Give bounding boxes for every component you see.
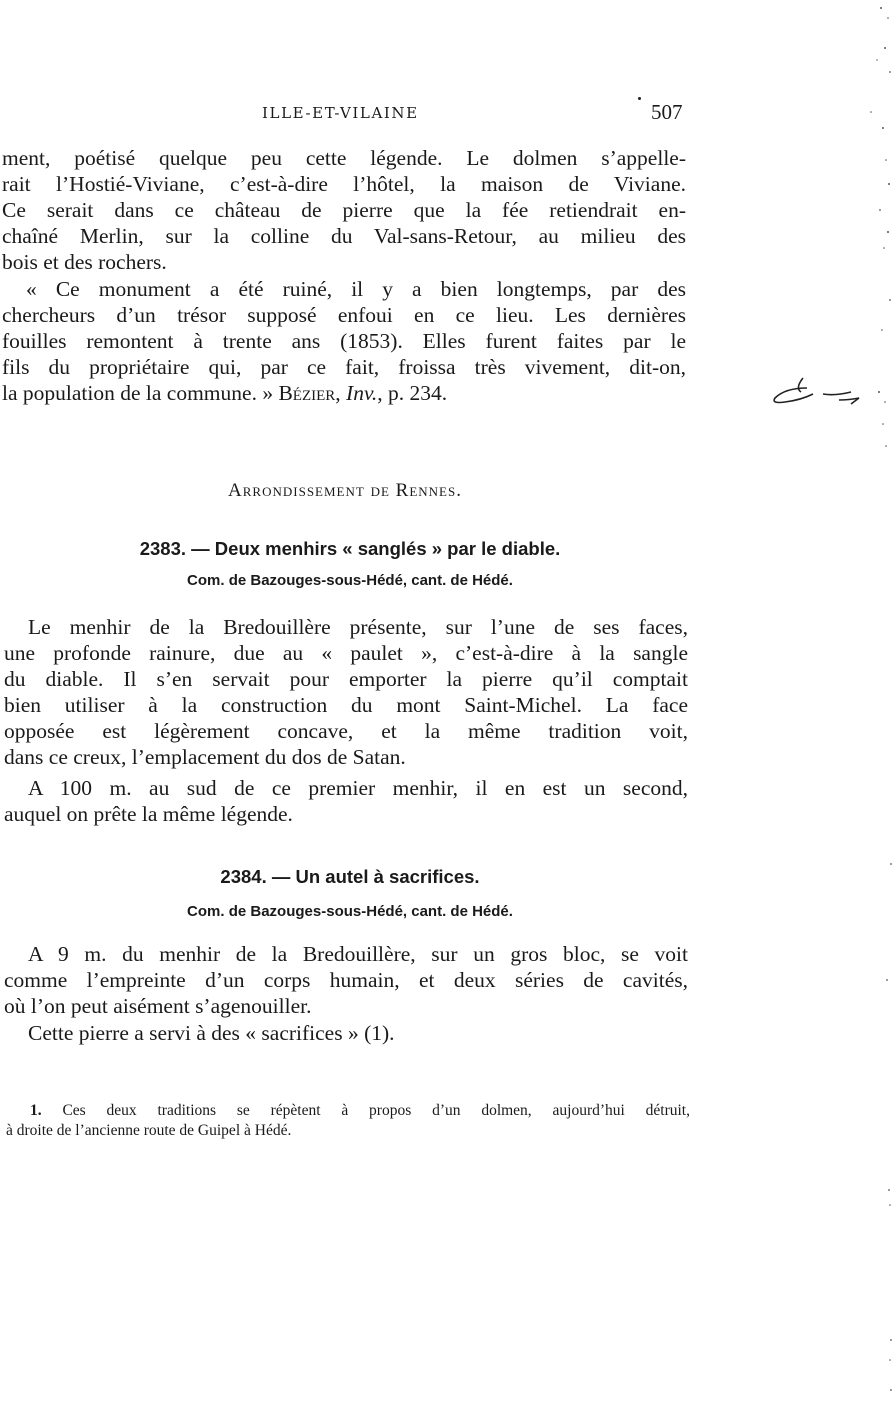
scan-edge-noise	[855, 0, 894, 1422]
header-dot-mark	[638, 97, 641, 100]
text-line: ment, poétisé quelque peu cette légende. Le dolmen s’appelle-	[2, 146, 686, 170]
text-line: fouilles remontent à trente ans (1853). Elles furent faites par le	[2, 329, 686, 353]
text-line: Le menhir de la Bredouillère présente, sur l’une de ses faces,	[28, 615, 688, 639]
text-line: bien utiliser à la construction du mont Saint-Michel. La face	[4, 693, 688, 717]
entry-2383-paragraph-b	[4, 775, 688, 827]
citation-author: Bézier	[278, 381, 336, 405]
entry-2383-title: 2383. — Deux menhirs « sanglés » par le diable.	[139, 538, 561, 559]
text-line: Ce serait dans ce château de pierre que la fée retiendrait en-	[2, 198, 686, 222]
citation-work: Inv.	[346, 381, 378, 405]
footnote-line	[6, 1101, 690, 1121]
citation-line	[2, 380, 686, 406]
text-line: rait l’Hostié-Viviane, c’est-à-dire l’hôtel, la maison de Viviane.	[2, 172, 686, 196]
text-line: comme l’empreinte d’un corps humain, et deux séries de cavités,	[4, 968, 688, 992]
entry-2383-location: Com. de Bazouges-sous-Hédé, cant. de Hédé.	[187, 572, 513, 589]
citation-page: , p. 234.	[377, 381, 448, 405]
text-line: bois et des rochers.	[2, 250, 167, 274]
text-line: fils du propriétaire qui, par ce fait, froissa très vivement, dit-on,	[2, 355, 686, 379]
text-line: opposée est légèrement concave, et la même tradition voit,	[4, 719, 688, 743]
text-line: chercheurs d’un trésor supposé enfoui en ce lieu. Les dernières	[2, 303, 686, 327]
text-line: chaîné Merlin, sur la colline du Val-sans-Retour, au milieu des	[2, 224, 686, 248]
entry-2384-title: 2384. — Un autel à sacrifices.	[220, 866, 480, 887]
section-prefix: Arrondissement de	[228, 480, 396, 501]
footnote-line: à droite de l’ancienne route de Guipel à Hédé.	[6, 1122, 292, 1139]
text-line: auquel on prête la même légende.	[4, 802, 293, 826]
entry-2384-paragraph-b	[4, 1020, 688, 1046]
entry-2384-location: Com. de Bazouges-sous-Hédé, cant. de Hédé.	[187, 903, 513, 920]
citation-text: la population de la commune. »	[2, 381, 279, 405]
text-line: où l’on peut aisément s’agenouiller.	[4, 994, 312, 1018]
footnote-number: 1.	[30, 1102, 42, 1119]
entry-2384-paragraph-a	[4, 941, 688, 1019]
handwritten-mark	[765, 370, 865, 420]
page-number: 507	[651, 100, 683, 124]
text-line: « Ce monument a été ruiné, il y a bien longtemps, par des	[26, 277, 686, 301]
text-line: du diable. Il s’en servait pour emporter la pierre qu’il comptait	[4, 667, 688, 691]
citation-sep: ,	[335, 381, 347, 405]
text-line: A 9 m. du menhir de la Bredouillère, sur un gros bloc, se voit	[28, 942, 688, 966]
footnote-text: Ces deux traditions se répètent à propos d’un dolmen, aujourd’hui détruit,	[41, 1102, 690, 1119]
text-line: Cette pierre a servi à des « sacrifices » (1).	[28, 1021, 395, 1045]
text-line: une profonde rainure, due au « paulet », c’est-à-dire à la sangle	[4, 641, 688, 665]
entry-2383-paragraph-a	[4, 614, 688, 770]
text-line: dans ce creux, l’emplacement du dos de Satan.	[4, 745, 406, 769]
section-name: Rennes.	[395, 480, 462, 501]
paragraph-2	[2, 276, 686, 406]
footnote	[6, 1101, 690, 1141]
text-line: A 100 m. au sud de ce premier menhir, il en est un second,	[28, 776, 688, 800]
paragraph-1	[2, 145, 686, 275]
running-header: ILLE-ET-VILAINE	[262, 104, 419, 122]
section-heading	[0, 480, 690, 502]
